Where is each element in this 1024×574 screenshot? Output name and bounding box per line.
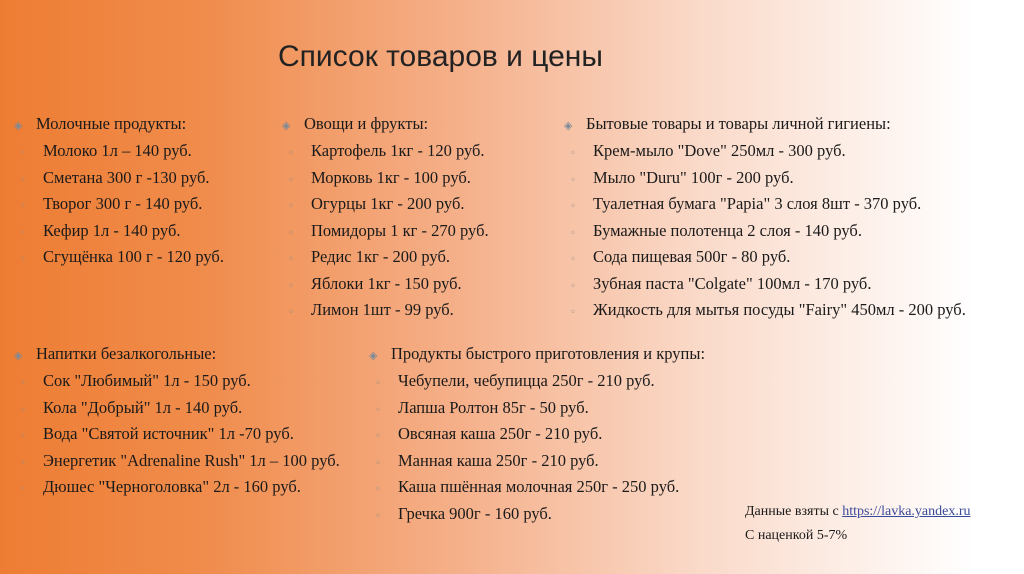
circle-icon: ◦ bbox=[570, 148, 576, 159]
item-list bbox=[560, 141, 1020, 319]
markup-note: С наценкой 5-7% bbox=[745, 528, 848, 543]
circle-icon: ◦ bbox=[20, 201, 26, 212]
circle-icon: ◦ bbox=[570, 174, 576, 186]
list-item: ◦ Помидоры 1 кг - 270 руб. bbox=[278, 221, 548, 240]
list-item: ◦ Овсяная каша 250г - 210 руб. bbox=[365, 424, 710, 443]
circle-icon: ◦ bbox=[20, 148, 26, 159]
circle-icon: ◦ bbox=[375, 378, 381, 389]
circle-icon: ◦ bbox=[375, 457, 381, 469]
category-header bbox=[10, 344, 350, 363]
item-list bbox=[10, 141, 270, 266]
list-item: ◦ Редис 1кг - 200 руб. bbox=[278, 247, 548, 266]
diamond-icon: ◈ bbox=[369, 349, 378, 362]
list-item: ◦ Морковь 1кг - 100 руб. bbox=[278, 168, 548, 187]
category-household bbox=[560, 114, 1020, 327]
diamond-icon: ◈ bbox=[14, 349, 23, 362]
item-list bbox=[278, 141, 548, 319]
category-header bbox=[278, 114, 548, 133]
circle-icon: ◦ bbox=[288, 280, 294, 292]
list-item: ◦ Крем-мыло "Dove" 250мл - 300 руб. bbox=[560, 141, 1020, 160]
list-item: ◦ Творог 300 г - 140 руб. bbox=[10, 194, 270, 213]
category-name: Овощи и фрукты: bbox=[304, 114, 429, 133]
circle-icon: ◦ bbox=[288, 174, 294, 186]
category-name: Продукты быстрого приготовления и крупы: bbox=[391, 344, 706, 363]
circle-icon: ◦ bbox=[288, 201, 294, 212]
category-header bbox=[365, 344, 710, 363]
list-item: ◦ Чебупели, чебупицца 250г - 210 руб. bbox=[365, 371, 710, 390]
list-item: ◦ Манная каша 250г - 210 руб. bbox=[365, 451, 710, 470]
circle-icon: ◦ bbox=[570, 227, 576, 239]
category-header bbox=[10, 114, 270, 133]
list-item: ◦ Лапша Ролтон 85г - 50 руб. bbox=[365, 398, 710, 417]
circle-icon: ◦ bbox=[375, 431, 381, 442]
list-item: ◦ Молоко 1л – 140 руб. bbox=[10, 141, 270, 160]
source-link[interactable]: https://lavka.yandex.ru bbox=[842, 504, 971, 519]
circle-icon: ◦ bbox=[288, 227, 294, 239]
category-header bbox=[560, 114, 1020, 133]
category-name: Напитки безалкогольные: bbox=[36, 344, 217, 363]
diamond-icon: ◈ bbox=[282, 119, 291, 132]
circle-icon: ◦ bbox=[20, 254, 26, 265]
item-list bbox=[365, 371, 710, 523]
circle-icon: ◦ bbox=[20, 227, 26, 239]
circle-icon: ◦ bbox=[20, 174, 26, 186]
circle-icon: ◦ bbox=[20, 431, 26, 442]
category-drinks bbox=[10, 344, 350, 504]
list-item: ◦ Туалетная бумага "Papia" 3 слоя 8шт - 370 руб. bbox=[560, 194, 1020, 213]
circle-icon: ◦ bbox=[288, 148, 294, 159]
list-item: ◦ Огурцы 1кг - 200 руб. bbox=[278, 194, 548, 213]
page-title: Список товаров и цены bbox=[278, 40, 603, 73]
list-item: ◦ Сок "Любимый" 1л - 150 руб. bbox=[10, 371, 350, 390]
list-item: ◦ Кефир 1л - 140 руб. bbox=[10, 221, 270, 240]
circle-icon: ◦ bbox=[288, 307, 294, 318]
circle-icon: ◦ bbox=[375, 404, 381, 416]
circle-icon: ◦ bbox=[570, 201, 576, 212]
category-name: Бытовые товары и товары личной гигиены: bbox=[586, 114, 891, 133]
diamond-icon: ◈ bbox=[564, 119, 573, 132]
diamond-icon: ◈ bbox=[14, 119, 23, 132]
circle-icon: ◦ bbox=[375, 510, 381, 522]
list-item: ◦ Каша пшённая молочная 250г - 250 руб. bbox=[365, 477, 710, 496]
circle-icon: ◦ bbox=[20, 404, 26, 416]
list-item: ◦ Гречка 900г - 160 руб. bbox=[365, 504, 710, 523]
list-item: ◦ Бумажные полотенца 2 слоя - 140 руб. bbox=[560, 221, 1020, 240]
list-item: ◦ Дюшес "Черноголовка" 2л - 160 руб. bbox=[10, 477, 350, 496]
circle-icon: ◦ bbox=[20, 484, 26, 495]
list-item: ◦ Энергетик "Adrenaline Rush" 1л – 100 руб. bbox=[10, 451, 350, 470]
category-quick-food bbox=[365, 344, 710, 530]
circle-icon: ◦ bbox=[20, 457, 26, 469]
category-dairy bbox=[10, 114, 270, 274]
list-item: ◦ Кола "Добрый" 1л - 140 руб. bbox=[10, 398, 350, 417]
list-item: ◦ Яблоки 1кг - 150 руб. bbox=[278, 274, 548, 293]
list-item: ◦ Жидкость для мытья посуды "Fairy" 450мл - 200 руб. bbox=[560, 300, 1020, 319]
item-list bbox=[10, 371, 350, 496]
list-item: ◦ Лимон 1шт - 99 руб. bbox=[278, 300, 548, 319]
list-item: ◦ Вода "Святой источник" 1л -70 руб. bbox=[10, 424, 350, 443]
circle-icon: ◦ bbox=[288, 254, 294, 265]
list-item: ◦ Мыло "Duru" 100г - 200 руб. bbox=[560, 168, 1020, 187]
list-item: ◦ Сметана 300 г -130 руб. bbox=[10, 168, 270, 187]
circle-icon: ◦ bbox=[570, 280, 576, 292]
circle-icon: ◦ bbox=[375, 484, 381, 495]
category-name: Молочные продукты: bbox=[36, 114, 187, 133]
circle-icon: ◦ bbox=[570, 307, 576, 318]
list-item: ◦ Зубная паста "Colgate" 100мл - 170 руб. bbox=[560, 274, 1020, 293]
circle-icon: ◦ bbox=[20, 378, 26, 389]
list-item: ◦ Картофель 1кг - 120 руб. bbox=[278, 141, 548, 160]
category-vegetables-fruits bbox=[278, 114, 548, 327]
source-line bbox=[745, 500, 971, 524]
list-item: ◦ Сода пищевая 500г - 80 руб. bbox=[560, 247, 1020, 266]
source-prefix: Данные взяты с bbox=[745, 504, 843, 519]
list-item: ◦ Сгущёнка 100 г - 120 руб. bbox=[10, 247, 270, 266]
source-note bbox=[745, 500, 971, 548]
circle-icon: ◦ bbox=[570, 254, 576, 265]
